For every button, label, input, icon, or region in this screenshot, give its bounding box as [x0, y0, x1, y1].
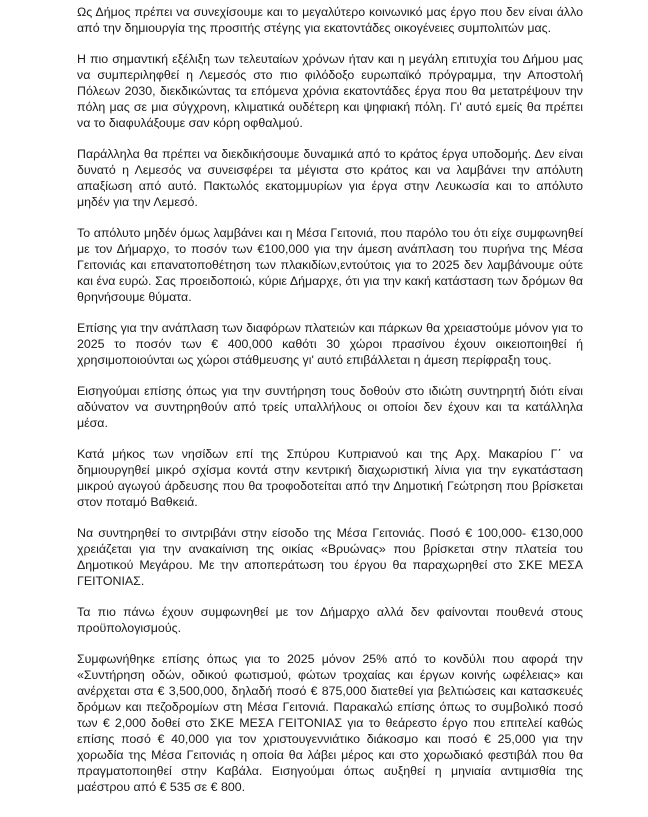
paragraph-maintenance-contractor: Εισηγούμαι επίσης όπως για την συντήρηση τους δοθούν στο ιδιώτη συντηρητή διότι είναι αδύνατον να συντηρηθούν από τρείς υπαλλήλους οι οποίοι δεν έχουν και τα κατάλληλα μέσα. [77, 384, 583, 430]
paragraph-fountain-and-vryonas-house: Να συντηρηθεί το σιντριβάνι στην είσοδο της Μέσα Γειτονιάς. Ποσό € 100,000- €130,000 χρειάζεται για την ανακαίνιση της οικίας «Βρυώνας» που βρίσκεται στην πλατεία του Δημοτικού Μεγάρου. Με την αποπεράτωση του έργου θα παραχωρηθεί στο ΣΚΕ ΜΕΣΑ ΓΕΙΤΟΝΙΑΣ. [77, 526, 583, 588]
paragraph-road-maintenance-budget: Συμφωνήθηκε επίσης όπως για το 2025 μόνον 25% από το κονδύλι που αφορά την «Συντήρηση οδών, οδικού φωτισμού, φώτων τροχαίας και έργων κοινής ωφέλειας» και ανέρχεται στα € 3,500,000, δηλαδή ποσό € 875,000 διατεθεί για βελτιώσεις και κατασκευές δρόμων και πεζοδρομίων στη Μέσα Γειτονιά. Παρακαλώ επίσης όπως το συμβολικό ποσό των € 2,000 δοθεί στο ΣΚΕ ΜΕΣΑ ΓΕΙΤΟΝΙΑΣ για το θεάρεστο έργο που επιτελεί καθώς επίσης ποσό € 40,000 για τον χριστουγεννιάτικο διάκοσμο και ποσό € 25,000 για την χορωδία της Μέσα Γειτονιάς η οποία θα λάβει μέρος και στο χορωδιακό φεστιβάλ που θα πραγματοποιηθεί στην Καβάλα. Εισηγούμαι όπως αυξηθεί η μηνιαία αντιμισθία της μαέστρου από € 535 σε € 800. [77, 652, 583, 794]
paragraph-agreed-not-in-budget: Τα πιο πάνω έχουν συμφωνηθεί με τον Δήμαρχο αλλά δεν φαίνονται πουθενά στους προϋπολογισμούς. [77, 605, 583, 635]
paragraph-squares-and-parks: Επίσης για την ανάπλαση των διαφόρων πλατειών και πάρκων θα χρειαστούμε μόνον για το 2025 το ποσόν των € 400,000 καθότι 30 χώροι πρασίνου έχουν οικειοποιηθεί ή χρησιμοποιούνται ως χώροι στάθμευσης γι' αυτό επιβάλλεται η άμεση περίφραξη τους. [77, 321, 583, 367]
paragraph-irrigation: Κατά μήκος των νησίδων επί της Σπύρου Κυπριανού και της Αρχ. Μακαρίου Γ΄ να δημιουργηθεί μικρό σχίσμα κοντά στην κεντρική διαχωριστική λίνια για την εγκατάσταση μικρού αγωγού άρδευσης που θα τροφοδοτείται από την Δημοτική Γεώτρηση που βρίσκεται στον ποταμό Βαθκειά. [77, 447, 583, 509]
paragraph-cities-mission-2030: Η πιο σημαντική εξέλιξη των τελευταίων χρόνων ήταν και η μεγάλη επιτυχία του Δήμου μας να συμπεριληφθεί η Λεμεσός στο πιο φιλόδοξο ευρωπαϊκό πρόγραμμα, την Αποστολή Πόλεων 2030, διεκδικώντας τα επόμενα χρόνια εκατοντάδες έργα που θα μετατρέψουν την πόλη μας σε μια σύγχρονη, κλιματικά ουδέτερη και ψηφιακή πόλη. Γι' αυτό εμείς θα πρέπει να το διαφυλάξουμε σαν κόρη οφθαλμού. [77, 52, 583, 130]
paragraph-social-housing: Ως Δήμος πρέπει να συνεχίσουμε και το μεγαλύτερο κοινωνικό μας έργο που δεν είναι άλλο από την δημιουργία της προσιτής στέγης για εκατοντάδες οικογένειες συμπολιτών μας. [77, 5, 583, 35]
paragraph-mesa-geitonia-funding: Το απόλυτο μηδέν όμως λαμβάνει και η Μέσα Γειτονιά, που παρόλο του ότι είχε συμφωνηθεί με τον Δήμαρχο, το ποσόν των €100,000 για την άμεση ανάπλαση του πυρήνα της Μέσα Γειτονιάς και επανατοποθέτηση των πλακιδίων,εντούτοις για το 2025 δεν λαμβάνουμε ούτε και ένα ευρώ. Σας προειδοποιώ, κύριε Δήμαρχε, ότι για την κακή κατάσταση των δρόμων θα θρηνήσουμε θύματα. [77, 226, 583, 304]
paragraph-infrastructure-claims: Παράλληλα θα πρέπει να διεκδικήσουμε δυναμικά από το κράτος έργα υποδομής. Δεν είναι δυνατό η Λεμεσός να συνεισφέρει τα μέγιστα στο κράτος και να λαμβάνει την απόλυτη απαξίωση από αυτό. Πακτωλός εκατομμυρίων για έργα στην Λευκωσία και το απόλυτο μηδέν για την Λεμεσό. [77, 147, 583, 209]
document-page [77, 4, 583, 795]
